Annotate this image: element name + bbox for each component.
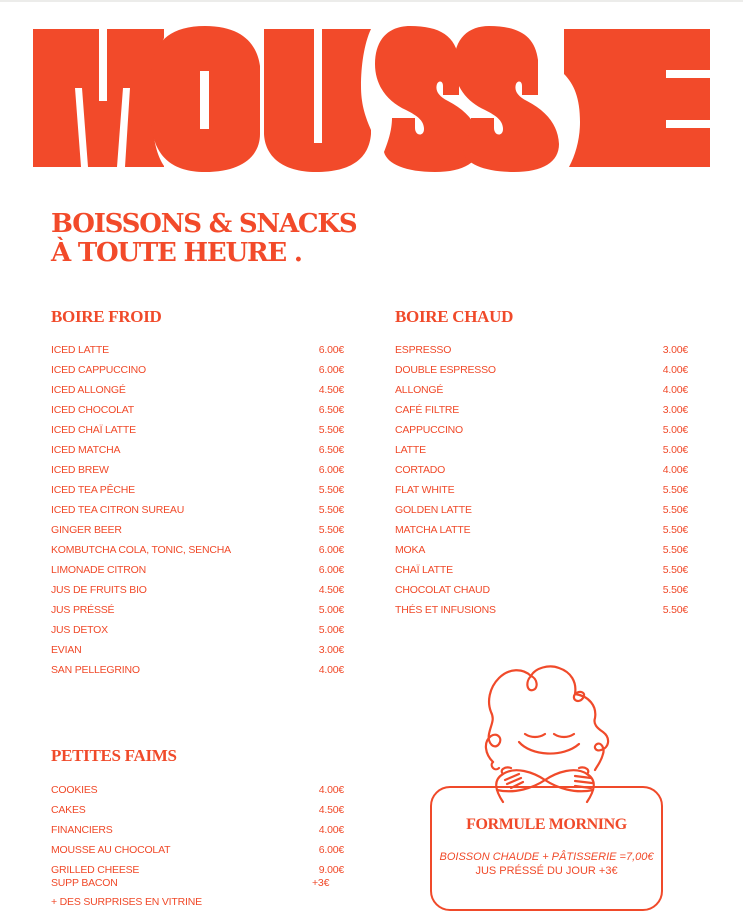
item-price: 5.50€ xyxy=(662,584,688,596)
item-name: MOKA xyxy=(395,544,426,556)
section-title-boire-chaud: BOIRE CHAUD xyxy=(395,307,514,326)
item-name: CHAÏ LATTE xyxy=(395,564,453,576)
item-price: 6.00€ xyxy=(318,364,344,376)
item-name: THÉS ET INFUSIONS xyxy=(395,604,496,616)
formule-morning-offer: BOISSON CHAUDE + PÂTISSERIE =7,00€ xyxy=(439,851,654,863)
top-border xyxy=(0,0,743,2)
formule-morning-title: FORMULE MORNING xyxy=(466,816,627,833)
item-price: 3.00€ xyxy=(318,644,344,656)
menu-item xyxy=(395,583,688,597)
item-name: JUS DETOX xyxy=(51,624,108,636)
item-name: ALLONGÉ xyxy=(395,384,444,396)
menu-item xyxy=(395,443,688,457)
menu-item xyxy=(51,803,344,817)
item-price: 3.00€ xyxy=(662,404,688,416)
item-price: 4.50€ xyxy=(318,584,344,596)
item-name: GRILLED CHEESE xyxy=(51,864,140,876)
item-price: 9.00€ xyxy=(318,864,344,876)
menu-item xyxy=(51,443,344,457)
item-price: 4.00€ xyxy=(662,364,688,376)
item-price: 5.50€ xyxy=(662,604,688,616)
menu-item xyxy=(51,583,344,597)
item-price: 5.50€ xyxy=(662,564,688,576)
item-price: 5.00€ xyxy=(662,444,688,456)
item-price: 5.50€ xyxy=(318,484,344,496)
menu-item xyxy=(51,503,344,517)
item-price: 4.00€ xyxy=(318,664,344,676)
menu-item xyxy=(395,543,688,557)
formule-morning-supplement: JUS PRÉSSÉ DU JOUR +3€ xyxy=(475,865,618,877)
menu-item xyxy=(51,483,344,497)
item-price: 5.00€ xyxy=(662,424,688,436)
item-price: 6.00€ xyxy=(318,844,344,856)
item-price: 6.50€ xyxy=(318,404,344,416)
item-name: CORTADO xyxy=(395,464,446,476)
menu-list-petites-faims xyxy=(51,783,344,893)
menu-item xyxy=(395,563,688,577)
item-price: 4.00€ xyxy=(662,384,688,396)
menu-item xyxy=(51,383,344,397)
item-name: MATCHA LATTE xyxy=(395,524,471,536)
menu-item xyxy=(395,463,688,477)
item-price: 5.00€ xyxy=(318,624,344,636)
item-price: 5.50€ xyxy=(318,424,344,436)
menu-item xyxy=(51,463,344,477)
item-price: 5.50€ xyxy=(662,504,688,516)
item-name: FINANCIERS xyxy=(51,824,113,836)
item-price: 6.00€ xyxy=(318,344,344,356)
menu-item xyxy=(51,623,344,637)
item-price: 5.50€ xyxy=(662,484,688,496)
menu-item xyxy=(51,643,344,657)
menu-item xyxy=(51,863,344,891)
item-price: 5.50€ xyxy=(662,524,688,536)
menu-item xyxy=(395,603,688,617)
item-name: FLAT WHITE xyxy=(395,484,455,496)
item-name: ICED CAPPUCCINO xyxy=(51,364,147,376)
tagline xyxy=(51,210,356,268)
item-price: 6.00€ xyxy=(318,544,344,556)
menu-item xyxy=(51,343,344,357)
menu-item xyxy=(51,423,344,437)
section-title-petites-faims: PETITES FAIMS xyxy=(51,746,177,765)
item-name: LATTE xyxy=(395,444,426,456)
menu-item xyxy=(51,363,344,377)
menu-item xyxy=(395,523,688,537)
menu-item xyxy=(395,423,688,437)
menu-item xyxy=(51,783,344,797)
item-price: 4.50€ xyxy=(318,384,344,396)
item-name: JUS PRÉSSÉ xyxy=(51,604,115,616)
item-name: MOUSSE AU CHOCOLAT xyxy=(51,844,171,856)
item-price: 4.50€ xyxy=(318,804,344,816)
item-name: CAFÉ FILTRE xyxy=(395,404,460,416)
item-name: ICED LATTE xyxy=(51,344,109,356)
menu-item xyxy=(395,503,688,517)
item-name: EVIAN xyxy=(51,644,82,656)
section-title-boire-froid: BOIRE FROID xyxy=(51,307,162,326)
item-name: LIMONADE CITRON xyxy=(51,564,147,576)
item-name: COOKIES xyxy=(51,784,98,796)
item-name: KOMBUTCHA COLA, TONIC, SENCHA xyxy=(51,544,231,556)
item-price: 3.00€ xyxy=(662,344,688,356)
item-price: 4.00€ xyxy=(662,464,688,476)
item-name: GINGER BEER xyxy=(51,524,122,536)
vitrine-note: + DES SURPRISES EN VITRINE xyxy=(51,896,202,908)
menu-list-boire-chaud xyxy=(395,343,688,623)
item-name: ICED MATCHA xyxy=(51,444,121,456)
item-name: ICED CHOCOLAT xyxy=(51,404,134,416)
item-supplement-price: +3€ xyxy=(312,877,330,889)
tagline-line-1: BOISSONS & SNACKS xyxy=(51,209,357,239)
menu-item xyxy=(51,543,344,557)
menu-item xyxy=(51,843,344,857)
item-name: ICED CHAÏ LATTE xyxy=(51,424,136,436)
item-name: DOUBLE ESPRESSO xyxy=(395,364,496,376)
menu-item xyxy=(51,403,344,417)
item-price: 4.00€ xyxy=(318,824,344,836)
menu-item xyxy=(395,383,688,397)
item-price: 6.50€ xyxy=(318,444,344,456)
menu-item xyxy=(395,343,688,357)
item-name: ICED TEA CITRON SUREAU xyxy=(51,504,185,516)
item-price: 5.50€ xyxy=(318,504,344,516)
menu-list-boire-froid xyxy=(51,343,344,683)
menu-item xyxy=(51,563,344,577)
mousse-logo xyxy=(32,26,712,172)
item-name: CHOCOLAT CHAUD xyxy=(395,584,490,596)
tagline-line-2: À TOUTE HEURE . xyxy=(51,238,302,268)
item-name: ICED TEA PÊCHE xyxy=(51,484,135,496)
menu-item xyxy=(51,523,344,537)
menu-item xyxy=(395,483,688,497)
item-price: 5.50€ xyxy=(318,524,344,536)
item-name: JUS DE FRUITS BIO xyxy=(51,584,147,596)
item-price: 5.50€ xyxy=(662,544,688,556)
menu-item xyxy=(51,603,344,617)
item-price: 4.00€ xyxy=(318,784,344,796)
menu-item xyxy=(51,823,344,837)
menu-item xyxy=(51,663,344,677)
menu-item xyxy=(395,403,688,417)
item-name: SAN PELLEGRINO xyxy=(51,664,140,676)
item-name: CAPPUCCINO xyxy=(395,424,464,436)
formule-morning-card xyxy=(430,786,663,911)
item-price: 6.00€ xyxy=(318,464,344,476)
item-name: ICED BREW xyxy=(51,464,109,476)
item-supplement-name: SUPP BACON xyxy=(51,877,118,889)
item-name: CAKES xyxy=(51,804,86,816)
item-name: ICED ALLONGÉ xyxy=(51,384,126,396)
item-name: ESPRESSO xyxy=(395,344,452,356)
item-price: 5.00€ xyxy=(318,604,344,616)
item-price: 6.00€ xyxy=(318,564,344,576)
menu-item xyxy=(395,363,688,377)
item-name: GOLDEN LATTE xyxy=(395,504,472,516)
